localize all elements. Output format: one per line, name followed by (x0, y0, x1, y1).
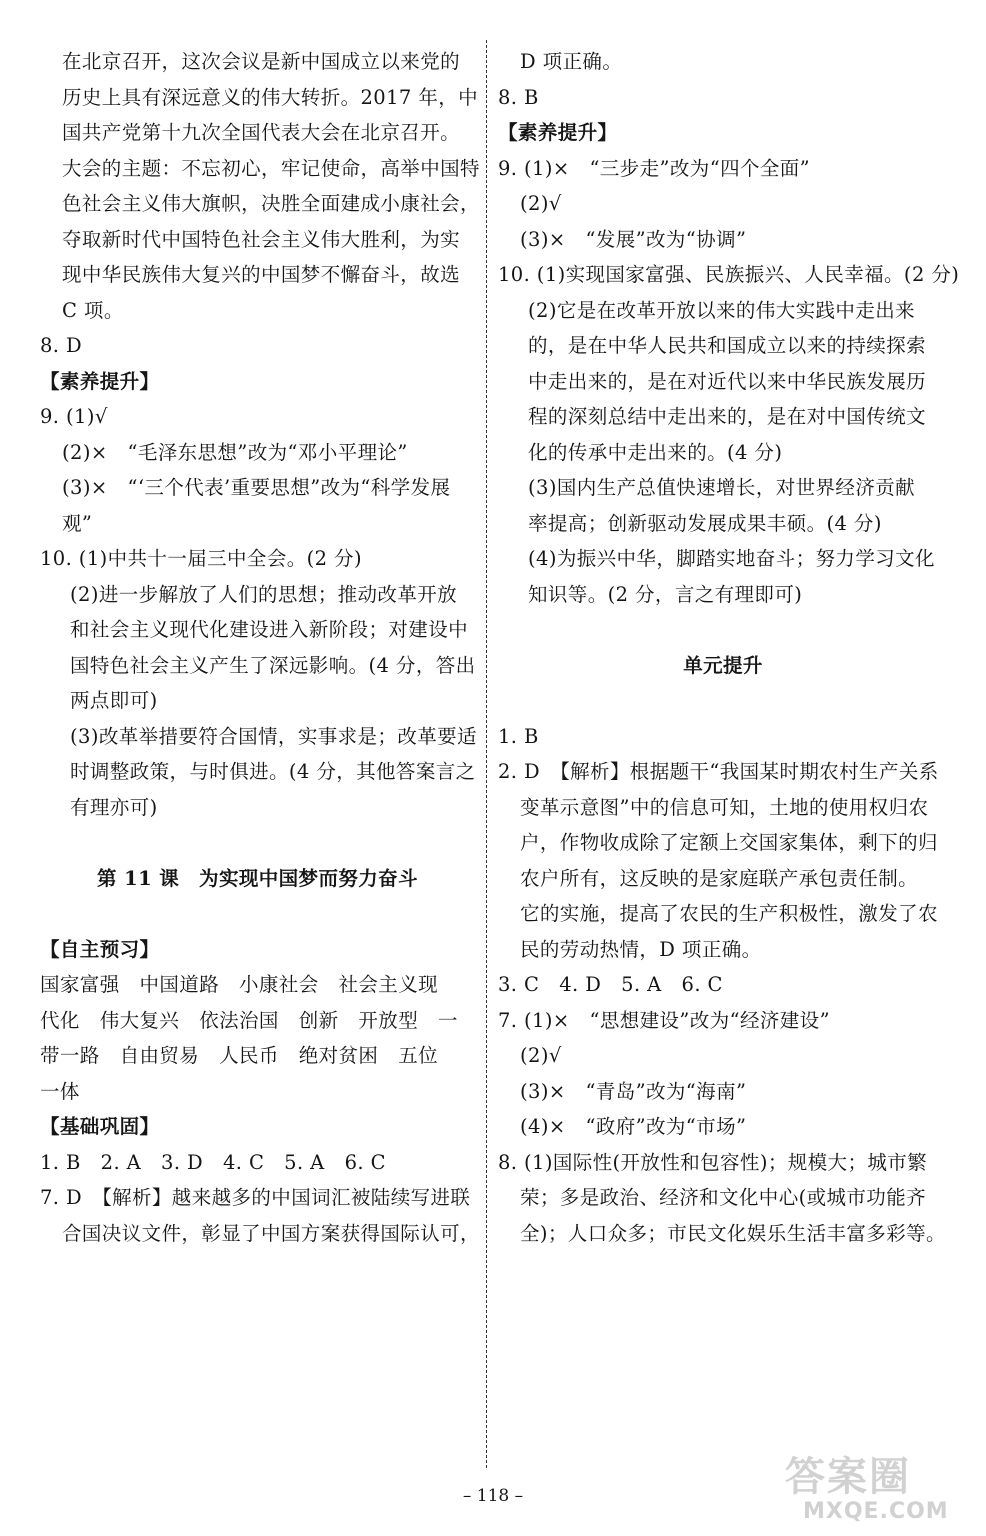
text-line: 程的深刻总结中走出来的，是在对中国传统文 (528, 405, 927, 428)
text-line (40, 825, 475, 861)
text-line: 7. D 【解析】越来越多的中国词汇被陆续写进联 (40, 1186, 471, 1209)
column-divider (486, 40, 487, 1468)
watermark-logo (785, 1455, 975, 1535)
text-line: 9. (1)× “三步走”改为“四个全面” (498, 156, 811, 180)
text-line: (3)国内生产总值快速增长，对世界经济贡献 (528, 476, 916, 499)
text-line: (3)× “‘三个代表’重要思想”改为“科学发展 (62, 476, 451, 499)
text-line: (3)改革举措要符合国情，实事求是；改革要适 (70, 724, 477, 748)
text-line: 在北京召开，这次会议是新中国成立以来党的 (62, 50, 461, 73)
watermark-url: MXQE.COM (803, 1499, 949, 1524)
text-line: 合国决议文件，彰显了中国方案获得国际认可， (62, 1221, 480, 1245)
text-line: 8. B (498, 85, 539, 109)
text-line: C 项。 (62, 298, 124, 322)
section-heading: 【自主预习】 (40, 937, 160, 961)
watermark-text: 答案圈 (785, 1454, 911, 1500)
text-line: 化的传承中走出来的。(4 分) (528, 440, 783, 464)
page-number: – 118 – (462, 1486, 524, 1506)
text-line: (3)× “青岛”改为“海南” (520, 1079, 747, 1103)
text-line: 代化 伟大复兴 依法治国 创新 开放型 一 (40, 1008, 458, 1032)
text-line: 中走出来的，是在对近代以来中华民族发展历 (528, 369, 927, 393)
text-line: 它的实施，提高了农民的生产积极性，激发了农 (520, 902, 938, 925)
text-line: 时调整政策，与时俱进。(4 分，其他答案言之 (70, 760, 476, 783)
text-line: 2. D 【解析】根据题干“我国某时期农村生产关系 (498, 760, 939, 783)
text-line: (3)× “发展”改为“协调” (520, 227, 747, 251)
section-heading: 第 11 课 为实现中国梦而努力奋斗 (97, 866, 418, 890)
text-line: 户，作物收成除了定额上交国家集体，剩下的归 (520, 831, 938, 854)
text-line: 国特色社会主义产生了深远影响。(4 分，答出 (70, 653, 476, 677)
text-line (498, 683, 948, 719)
text-line: 观” (62, 511, 93, 535)
text-line: 10. (1)实现国家富强、民族振兴、人民幸福。(2 分) (498, 263, 960, 286)
section-heading: 【基础巩固】 (40, 1115, 160, 1138)
text-line: 率提高；创新驱动发展成果丰硕。(4 分) (528, 511, 882, 535)
section-heading: 【素养提升】 (498, 121, 618, 144)
text-line (498, 612, 948, 648)
text-line: 一体 (40, 1079, 80, 1103)
text-line: 现中华民族伟大复兴的中国梦不懈奋斗，故选 (62, 263, 461, 286)
text-line: 10. (1)中共十一届三中全会。(2 分) (40, 547, 362, 570)
text-line: 农户所有，这反映的是家庭联产承包责任制。 (520, 866, 919, 890)
right-column (498, 44, 960, 1251)
text-line: (4)× “政府”改为“市场” (520, 1115, 747, 1138)
text-line: (2)√ (520, 1044, 562, 1067)
text-line: 和社会主义现代化建设进入新阶段；对建设中 (70, 618, 469, 641)
text-line: 1. B (498, 724, 539, 748)
text-line: 带一路 自由贸易 人民币 绝对贫困 五位 (40, 1044, 439, 1067)
text-line: (4)为振兴中华，脚踏实地奋斗；努力学习文化 (528, 547, 935, 570)
text-line: 夺取新时代中国特色社会主义伟大胜利，为实 (62, 227, 461, 251)
text-line: D 项正确。 (520, 50, 623, 73)
text-line: 国家富强 中国道路 小康社会 社会主义现 (40, 973, 439, 996)
text-line: 两点即可) (70, 689, 158, 712)
text-line: 8. (1)国际性(开放性和包容性)；规模大；城市繁 (498, 1150, 928, 1174)
text-line: 大会的主题：不忘初心，牢记使命，高举中国特 (62, 156, 480, 180)
text-line: 9. (1)√ (40, 405, 108, 428)
text-line: 知识等。(2 分，言之有理即可) (528, 582, 803, 606)
text-line: 7. (1)× “思想建设”改为“经济建设” (498, 1008, 830, 1032)
text-line (40, 896, 475, 932)
text-line: 有理亦可) (70, 795, 158, 819)
text-line: 历史上具有深远意义的伟大转折。2017 年，中 (62, 85, 479, 109)
text-line: 3. C 4. D 5. A 6. C (498, 973, 723, 996)
text-line: 8. D (40, 334, 83, 357)
left-column (40, 44, 480, 1251)
section-heading: 单元提升 (683, 653, 763, 677)
text-line: 变革示意图”中的信息可知，土地的使用权归农 (520, 795, 929, 819)
text-line: 色社会主义伟大旗帜，决胜全面建成小康社会， (62, 192, 480, 215)
text-line: 荣；多是政治、经济和文化中心(或城市功能齐 (520, 1186, 927, 1209)
text-line: 的，是在中华人民共和国成立以来的持续探索 (528, 334, 927, 357)
text-line: (2)√ (520, 192, 562, 215)
text-line: 民的劳动热情，D 项正确。 (520, 937, 762, 961)
text-line: (2)它是在改革开放以来的伟大实践中走出来 (528, 298, 916, 322)
text-line: (2)进一步解放了人们的思想；推动改革开放 (70, 582, 458, 606)
text-line: 1. B 2. A 3. D 4. C 5. A 6. C (40, 1150, 386, 1174)
section-heading: 【素养提升】 (40, 369, 160, 393)
text-line: 全)；人口众多；市民文化娱乐生活丰富多彩等。 (520, 1221, 946, 1245)
text-line: 国共产党第十九次全国代表大会在北京召开。 (62, 121, 461, 144)
text-line: (2)× “毛泽东思想”改为“邓小平理论” (62, 440, 408, 464)
